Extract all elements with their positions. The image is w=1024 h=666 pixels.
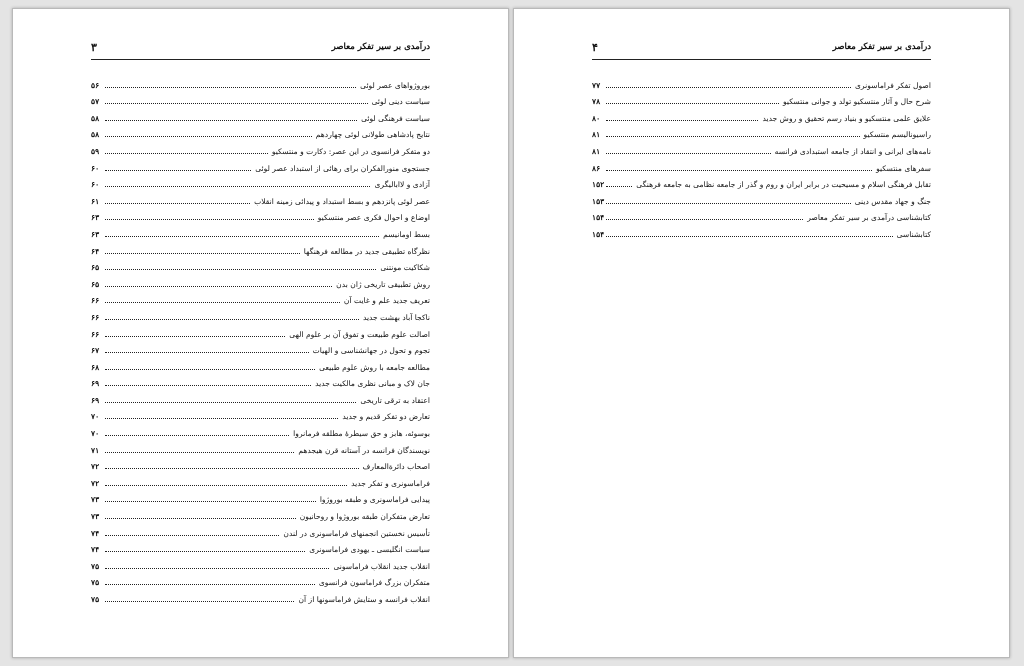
toc-entry-title: راسیونالیسم منتسکیو: [863, 130, 931, 140]
dot-leader: [105, 535, 279, 536]
dot-leader: [606, 120, 758, 121]
dot-leader: [105, 385, 311, 386]
toc-entry: [91, 339, 430, 356]
toc-entry-title: جان لاک و مبانی نظری مالکیت جدید: [315, 379, 430, 389]
dot-leader: [105, 236, 379, 237]
toc-entry-page-number: ۶۹: [91, 379, 100, 389]
toc-entry: [592, 139, 931, 156]
toc-entry: [91, 272, 430, 289]
toc-entry: [91, 388, 430, 405]
toc-entry: [91, 222, 430, 239]
toc-entry-page-number: ۶۳: [91, 213, 100, 223]
dot-leader: [105, 518, 296, 519]
toc-entry: [91, 521, 430, 538]
page-header: [592, 39, 931, 60]
toc-entry: [91, 206, 430, 223]
toc-entry-title: تقابل فرهنگی اسلام و مسیحیت در برابر ایران و روم و گذر از جامعه نظامی به جامعه فرهنگی: [636, 180, 931, 190]
toc-entry: [91, 438, 430, 455]
dot-leader: [105, 103, 368, 104]
toc-entry-title: تعارض متفکران طبقه بوروژوا و روحانیون: [299, 512, 430, 522]
toc-entry-page-number: ۷۴: [91, 545, 100, 555]
toc-entry: [592, 106, 931, 123]
toc-entry: [91, 488, 430, 505]
toc-entry-page-number: ۷۰: [91, 429, 100, 439]
toc-entry: [91, 90, 430, 107]
dot-leader: [606, 236, 892, 237]
toc-entry: [91, 504, 430, 521]
toc-entry-page-number: ۷۵: [91, 561, 100, 571]
toc-entry-title: کتابشناسی: [896, 229, 931, 239]
toc-entry-title: اصحاب دائرةالمعارف: [362, 462, 430, 472]
toc-entry-title: تجوم و تحول در جهانشناسی و الهیات: [312, 346, 430, 356]
toc-entry-page-number: ۵۷: [91, 97, 100, 107]
toc-entry-title: نامه‌های ایرانی و انتقاد از جامعه استبدادی فرانسه: [774, 146, 931, 156]
dot-leader: [105, 286, 332, 287]
dot-leader: [105, 568, 329, 569]
toc-entry-title: اصول تفکر فراماسونری: [854, 80, 931, 90]
toc-entry-page-number: ۶۶: [91, 296, 100, 306]
dot-leader: [105, 203, 250, 204]
toc-entry-page-number: ۸۰: [592, 113, 601, 123]
toc-entry-page-number: ۵۹: [91, 146, 100, 156]
toc-entry-page-number: ۵۶: [91, 80, 100, 90]
toc-entry-page-number: ۷۳: [91, 512, 100, 522]
dot-leader: [105, 452, 294, 453]
toc-entry-title: تأسیس نخستین انجمنهای فراماسونری در لندن: [283, 528, 430, 538]
toc-entry-title: اصالت علوم طبیعت و تفوق آن بر علوم الهی: [289, 329, 430, 339]
toc-entry-page-number: ۷۸: [592, 97, 601, 107]
toc-entry-title: متفکران بزرگ فراماسون فرانسوی: [318, 578, 430, 588]
toc-entry-title: فراماسونری و تفکر جدید: [351, 478, 430, 488]
toc-entry: [91, 554, 430, 571]
dot-leader: [606, 186, 632, 187]
dot-leader: [105, 153, 268, 154]
toc-entry: [592, 173, 931, 190]
toc-entry-page-number: ۶۰: [91, 180, 100, 190]
dot-leader: [105, 468, 359, 469]
toc-entry-title: مطالعه جامعه با روش علوم طبیعی: [319, 362, 430, 372]
toc-entry-page-number: ۷۱: [91, 445, 100, 455]
dot-leader: [105, 120, 357, 121]
toc-entry-page-number: ۶۸: [91, 362, 100, 372]
toc-entry-title: تعریف جدید علم و غایت آن: [343, 296, 430, 306]
toc-entry: [91, 372, 430, 389]
dot-leader: [105, 418, 338, 419]
dot-leader: [105, 170, 251, 171]
toc-entry-title: شکاکیت مونتنی: [380, 263, 430, 273]
toc-entry-title: نتایج پادشاهی طولانی لوئی چهاردهم: [315, 130, 430, 140]
dot-leader: [105, 369, 315, 370]
dot-leader: [606, 170, 872, 171]
dot-leader: [105, 186, 370, 187]
toc-entry-title: سفرهای منتسکیو: [876, 163, 931, 173]
toc-entry-page-number: ۷۷: [592, 80, 601, 90]
toc-entry: [91, 305, 430, 322]
toc-entry-page-number: ۱۵۴: [592, 213, 605, 223]
toc-entry-title: سیاست انگلیسی ـ یهودی فراماسونری: [309, 545, 430, 555]
document-page-left: [12, 8, 509, 658]
toc-entry-page-number: ۷۵: [91, 595, 100, 604]
dot-leader: [105, 87, 356, 88]
toc-entry-page-number: ۶۳: [91, 229, 100, 239]
toc-entry-page-number: ۱۵۲: [592, 180, 605, 190]
toc-entry-page-number: ۶۶: [91, 329, 100, 339]
toc-entry: [91, 455, 430, 472]
toc-entry: [91, 289, 430, 306]
toc-entry-page-number: ۵۸: [91, 113, 100, 123]
toc-entry-title: سیاست فرهنگی لوئی: [361, 113, 430, 123]
table-of-contents: [91, 73, 430, 604]
toc-entry: [592, 189, 931, 206]
page-number: ۴: [592, 41, 598, 54]
dot-leader: [105, 402, 356, 403]
dot-leader: [606, 203, 850, 204]
toc-entry-page-number: ۸۶: [592, 163, 601, 173]
toc-entry-title: کتابشناسی درآمدی بر سیر تفکر معاصر: [807, 213, 931, 223]
page-header: [91, 39, 430, 60]
document-page-right: [513, 8, 1010, 658]
toc-entry-page-number: ۷۲: [91, 478, 100, 488]
toc-entry: [91, 256, 430, 273]
toc-entry: [91, 538, 430, 555]
toc-entry-title: نظرگاه تطبیقی جدید در مطالعه فرهنگها: [303, 246, 430, 256]
toc-entry-title: عصر لوئی پانزدهم و بسط استبداد و پیدائی زمینه انقلاب: [254, 196, 430, 206]
dot-leader: [105, 551, 305, 552]
toc-entry-title: سیاست دینی لوئی: [371, 97, 430, 107]
toc-entry: [91, 156, 430, 173]
toc-entry-page-number: ۶۴: [91, 246, 100, 256]
dot-leader: [606, 219, 803, 220]
toc-entry-title: بوسوئه، هابز و حق سیطرهٔ مطلقه فرمانروا: [293, 429, 430, 439]
toc-entry-title: بوروژواهای عصر لوئی: [360, 80, 430, 90]
toc-entry-page-number: ۷۲: [91, 462, 100, 472]
dot-leader: [105, 435, 289, 436]
toc-entry-title: تعارض دو تفکر قدیم و جدید: [342, 412, 430, 422]
toc-entry-title: نویسندگان فرانسه در آستانه قرن هیجدهم: [298, 445, 430, 455]
dot-leader: [105, 485, 347, 486]
toc-entry: [91, 73, 430, 90]
toc-entry-page-number: ۶۰: [91, 163, 100, 173]
dot-leader: [105, 269, 376, 270]
toc-entry: [91, 173, 430, 190]
toc-entry-title: انقلاب فرانسه و ستایش فراماسونها از آن: [298, 595, 430, 604]
toc-entry-page-number: ۶۱: [91, 196, 100, 206]
page-number: ۳: [91, 41, 97, 54]
running-title: درآمدی بر سیر تفکر معاصر: [832, 42, 931, 52]
toc-entry-page-number: ۸۱: [592, 130, 601, 140]
dot-leader: [105, 584, 315, 585]
toc-entry-page-number: ۱۵۴: [592, 229, 605, 239]
toc-entry-title: اعتقاد به ترقی تاریخی: [360, 395, 430, 405]
toc-entry-page-number: ۸۱: [592, 146, 601, 156]
dot-leader: [606, 103, 779, 104]
toc-entry: [91, 355, 430, 372]
table-of-contents: [592, 73, 931, 239]
toc-entry: [91, 421, 430, 438]
toc-entry-page-number: ۶۹: [91, 395, 100, 405]
toc-entry: [91, 471, 430, 488]
toc-entry-title: اوضاع و احوال فکری عصر منتسکیو: [317, 213, 430, 223]
toc-entry: [592, 123, 931, 140]
toc-entry: [91, 405, 430, 422]
toc-entry-page-number: ۶۶: [91, 312, 100, 322]
toc-entry-page-number: ۵۸: [91, 130, 100, 140]
dot-leader: [606, 136, 860, 137]
toc-entry: [592, 222, 931, 239]
toc-entry-page-number: ۶۵: [91, 279, 100, 289]
dot-leader: [105, 253, 300, 254]
dot-leader: [105, 336, 285, 337]
dot-leader: [105, 136, 312, 137]
toc-entry-title: ناکجا آباد بهشت جدید: [362, 312, 430, 322]
dot-leader: [105, 219, 314, 220]
dot-leader: [105, 601, 294, 602]
dot-leader: [606, 87, 851, 88]
toc-entry-title: روش تطبیقی تاریخی ژان بدن: [336, 279, 430, 289]
toc-entry-page-number: ۷۵: [91, 578, 100, 588]
toc-entry-page-number: ۶۷: [91, 346, 100, 356]
toc-entry-page-number: ۶۵: [91, 263, 100, 273]
toc-entry-title: دو متفکر فرانسوی در این عصر: دکارت و منتسکیو: [271, 146, 430, 156]
toc-entry: [91, 123, 430, 140]
running-title: درآمدی بر سیر تفکر معاصر: [331, 42, 430, 52]
toc-entry-title: انقلاب جدید انقلاب فراماسونی: [333, 561, 430, 571]
toc-entry: [91, 189, 430, 206]
toc-entry-title: علایق علمی منتسکیو و بنیاد رسم تحقیق و روش جدید: [762, 113, 931, 123]
toc-entry-title: جستجوی منورالفکران برای رهائی از استبداد عصر لوئی: [255, 163, 430, 173]
toc-entry-title: بسط اومانیسم: [383, 229, 430, 239]
toc-entry: [91, 106, 430, 123]
dot-leader: [105, 319, 359, 320]
dot-leader: [606, 153, 771, 154]
toc-entry-title: شرح حال و آثار منتسکیو تولد و جوانی منتسکیو: [782, 97, 931, 107]
toc-entry: [91, 571, 430, 588]
toc-entry: [592, 73, 931, 90]
dot-leader: [105, 501, 316, 502]
toc-entry: [592, 156, 931, 173]
toc-entry: [91, 139, 430, 156]
toc-entry-page-number: ۱۵۳: [592, 196, 605, 206]
toc-entry-title: آزادی و لاابالیگری: [374, 180, 430, 190]
toc-entry: [592, 90, 931, 107]
dot-leader: [105, 302, 340, 303]
dot-leader: [105, 352, 309, 353]
toc-entry-title: جنگ و جهاد مقدس دینی: [854, 196, 931, 206]
toc-entry-page-number: ۷۰: [91, 412, 100, 422]
toc-entry-page-number: ۷۴: [91, 528, 100, 538]
toc-entry-page-number: ۷۳: [91, 495, 100, 505]
toc-entry-title: پیدایی فراماسونری و طبقه بوروژوا: [319, 495, 430, 505]
toc-entry: [91, 587, 430, 604]
toc-entry: [91, 322, 430, 339]
toc-entry: [592, 206, 931, 223]
toc-entry: [91, 239, 430, 256]
